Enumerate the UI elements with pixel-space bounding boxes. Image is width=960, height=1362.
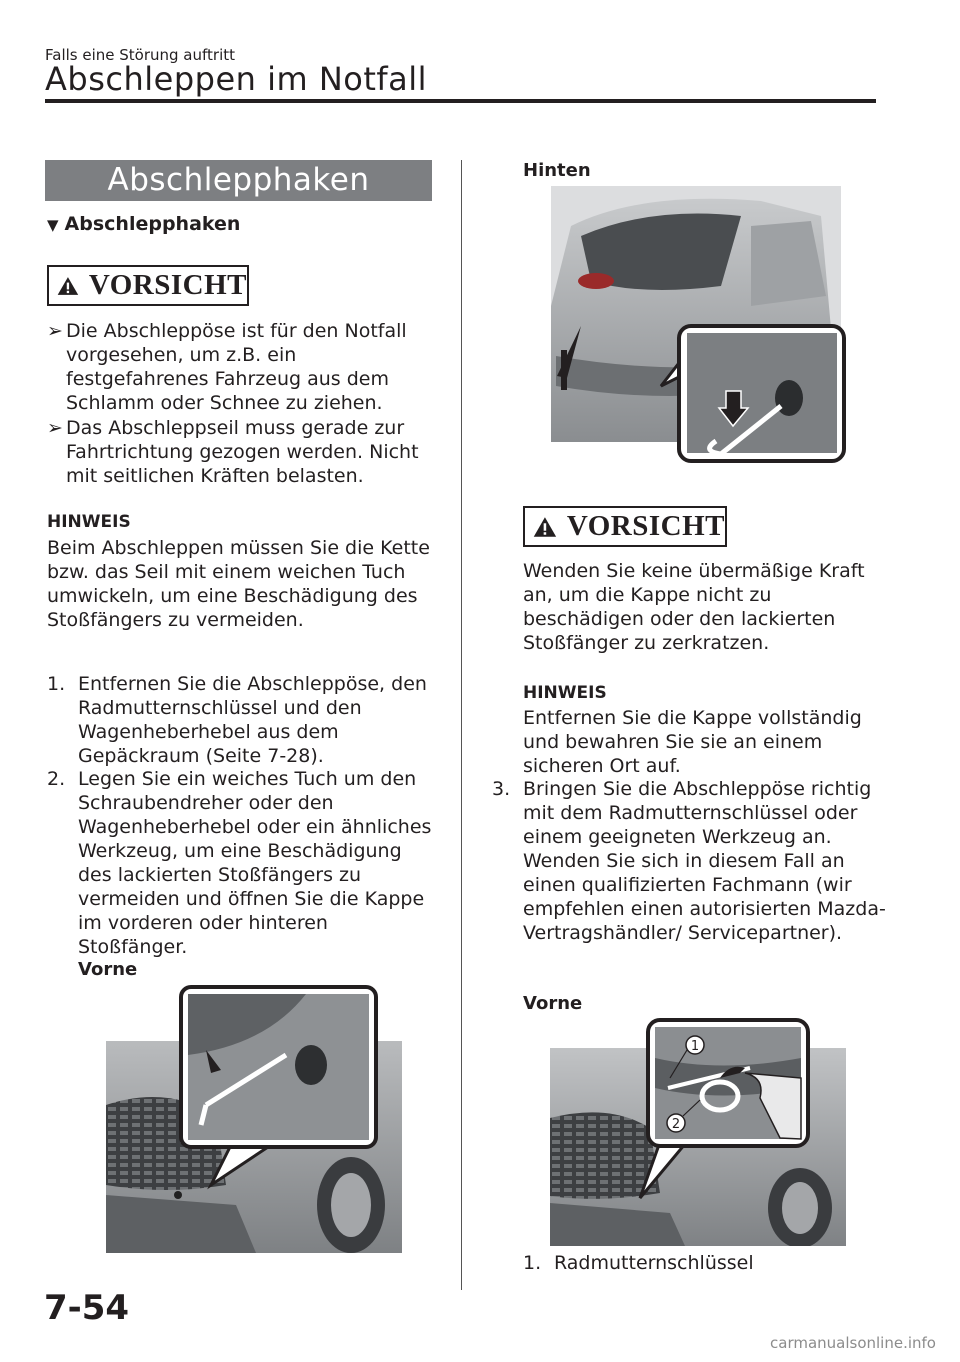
caution-label: VORSICHT [566,510,725,542]
breadcrumb: Falls eine Störung auftritt [45,46,236,64]
note-label: HINWEIS [523,683,607,703]
subheading-text: Abschlepphaken [64,213,241,235]
rear-bumper-illustration [551,186,847,464]
step-item [47,767,437,959]
step-number: 2. [47,768,66,790]
step-item [492,777,887,945]
caution-bullet-text: Die Abschleppöse ist für den Notfall vorgesehen, um z.B. ein festgefahrenes Fahrzeug aus dem Schlamm oder Schnee zu ziehen. [66,320,407,414]
figure-label-front: Vorne [523,993,583,1014]
front-bumper-illustration [106,985,402,1253]
caution-bullet-text: Das Abschleppseil muss gerade zur Fahrtrichtung gezogen werden. Nicht mit seitlichen Kräften belasten. [66,417,419,487]
step-text: Wenden Sie sich in diesem Fall an einen qualifizierten Fachmann (wir empfehlen einen autorisierten Mazda-Vertragshändler/ Servicepartner). [523,850,886,944]
legend-number: 1. [523,1252,542,1274]
section-banner: Abschlepphaken [45,160,432,201]
warning-icon [533,513,557,541]
tow-hook-install-illustration [550,1018,846,1246]
warning-icon [57,272,79,300]
step-number: 1. [47,673,66,695]
step-text: Entfernen Sie die Abschleppöse, den Radmutternschlüssel und den Wagenheberhebel aus dem Gepäckraum (Seite 7-28). [78,673,427,767]
caution-bullet [47,319,437,415]
arrow-bullet-icon: ➢ [47,320,63,342]
watermark: carmanualsonline.info [770,1334,936,1352]
legend-text: Radmutternschlüssel [554,1252,754,1274]
figure-label-front: Vorne [78,959,138,980]
step-text: Legen Sie ein weiches Tuch um den Schraubendreher oder den Wagenheberhebel oder ein ähnliches Werkzeug, um eine Beschädigung des lackierten Stoßfängers zu vermeiden und öffnen Sie die Kappe im vorderen oder hinteren Stoßfänger. [78,768,432,958]
caution-text: Wenden Sie keine übermäßige Kraft an, um die Kappe nicht zu beschädigen oder den lackierten Stoßfänger zu zerkratzen. [523,560,865,654]
note-text: Beim Abschleppen müssen Sie die Kette bzw. das Seil mit einem weichen Tuch umwickeln, um eine Beschädigung des Stoßfängers zu vermeiden. [47,537,430,631]
column-divider [461,160,462,1290]
note-label: HINWEIS [47,512,131,532]
caution-box [523,506,727,547]
step-number: 3. [492,778,511,800]
page-number: 7-54 [44,1288,130,1328]
legend-item [523,1251,883,1275]
title-divider [45,99,876,103]
note-text: Entfernen Sie die Kappe vollständig und bewahren Sie sie an einem sicheren Ort auf. [523,707,862,777]
figure-label-rear: Hinten [523,160,591,181]
caution-bullet [47,416,437,488]
arrow-bullet-icon: ➢ [47,417,63,439]
step-item [47,672,437,768]
caution-box [47,265,249,306]
caution-label: VORSICHT [88,269,247,301]
step-text: Bringen Sie die Abschleppöse richtig mit dem Radmutternschlüssel oder einem geeigneten Werkzeug an. [523,778,872,848]
callout-1: 1 [690,1039,700,1054]
callout-2: 2 [671,1117,681,1132]
triangle-down-icon: ▼ [47,216,59,234]
subheading [47,213,240,235]
page-title: Abschleppen im Notfall [45,60,428,98]
